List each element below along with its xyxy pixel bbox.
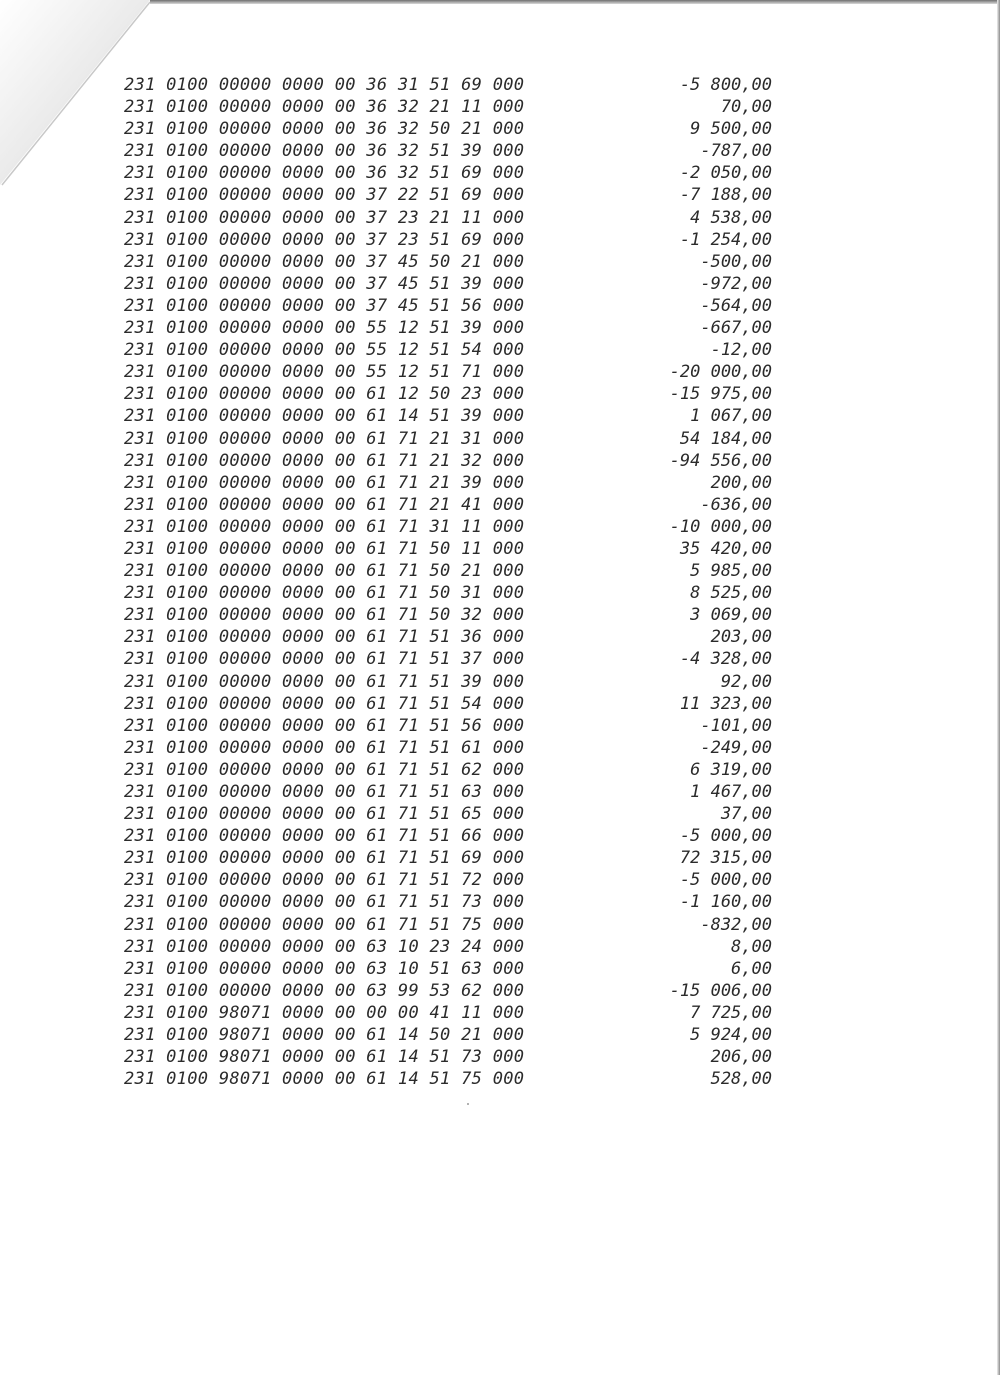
budget-classification-code: 231 0100 00000 0000 00 63 10 23 24 000 xyxy=(124,936,525,957)
amount-value: 37,00 xyxy=(720,804,772,825)
amount-value: -5 000,00 xyxy=(679,870,772,891)
budget-classification-code: 231 0100 00000 0000 00 61 71 51 54 000 xyxy=(124,693,525,714)
budget-classification-code: 231 0100 00000 0000 00 61 71 51 75 000 xyxy=(124,914,525,935)
budget-classification-code: 231 0100 00000 0000 00 36 32 51 69 000 xyxy=(124,163,525,184)
ledger-row xyxy=(124,428,784,450)
amount-value: -787,00 xyxy=(700,141,772,162)
amount-value: 4 538,00 xyxy=(690,207,772,228)
budget-classification-code: 231 0100 00000 0000 00 61 71 21 32 000 xyxy=(124,450,525,471)
budget-classification-code: 231 0100 00000 0000 00 61 71 50 11 000 xyxy=(124,538,525,559)
amount-value: -20 000,00 xyxy=(669,362,772,383)
ledger-row xyxy=(124,980,784,1002)
budget-classification-code: 231 0100 00000 0000 00 55 12 51 71 000 xyxy=(124,362,525,383)
amount-value: 6,00 xyxy=(731,958,772,979)
ledger-row xyxy=(124,560,784,582)
amount-value: 1 067,00 xyxy=(690,406,772,427)
ledger-row xyxy=(124,251,784,273)
budget-classification-code: 231 0100 00000 0000 00 63 99 53 62 000 xyxy=(124,980,525,1001)
ledger-row xyxy=(124,1068,784,1090)
amount-value: 8 525,00 xyxy=(690,583,772,604)
ledger-row xyxy=(124,229,784,251)
budget-classification-code: 231 0100 00000 0000 00 61 71 51 66 000 xyxy=(124,826,525,847)
ledger-row xyxy=(124,869,784,891)
amount-value: 8,00 xyxy=(731,936,772,957)
budget-classification-code: 231 0100 00000 0000 00 61 71 51 65 000 xyxy=(124,804,525,825)
amount-value: -101,00 xyxy=(700,715,772,736)
ledger-row xyxy=(124,671,784,693)
ledger-row xyxy=(124,140,784,162)
amount-value: -1 160,00 xyxy=(679,892,772,913)
ledger-row xyxy=(124,825,784,847)
ledger-row xyxy=(124,207,784,229)
ledger-row xyxy=(124,693,784,715)
amount-value: -94 556,00 xyxy=(669,450,772,471)
amount-value: -972,00 xyxy=(700,273,772,294)
scan-top-edge xyxy=(150,0,1000,4)
budget-classification-code: 231 0100 00000 0000 00 61 71 51 63 000 xyxy=(124,782,525,802)
budget-classification-code: 231 0100 98071 0000 00 61 14 51 73 000 xyxy=(124,1047,525,1068)
budget-classification-code: 231 0100 00000 0000 00 36 32 21 11 000 xyxy=(124,97,525,118)
budget-classification-code: 231 0100 00000 0000 00 61 71 51 37 000 xyxy=(124,649,525,670)
ledger-row xyxy=(124,273,784,295)
ledger-row xyxy=(124,118,784,140)
budget-classification-code: 231 0100 00000 0000 00 36 32 50 21 000 xyxy=(124,119,525,140)
ledger-row xyxy=(124,361,784,383)
amount-value: 70,00 xyxy=(720,97,772,118)
budget-classification-code: 231 0100 00000 0000 00 61 71 51 61 000 xyxy=(124,737,525,758)
ledger-row xyxy=(124,1024,784,1046)
amount-value: -7 188,00 xyxy=(679,185,772,206)
budget-classification-code: 231 0100 00000 0000 00 61 71 50 32 000 xyxy=(124,605,525,626)
ledger-row xyxy=(124,891,784,913)
amount-value: 5 924,00 xyxy=(690,1025,772,1046)
scan-speck xyxy=(467,1103,469,1105)
budget-classification-code: 231 0100 00000 0000 00 36 32 51 39 000 xyxy=(124,141,525,162)
ledger-row xyxy=(124,494,784,516)
amount-value: 528,00 xyxy=(710,1069,772,1090)
amount-value: -15 006,00 xyxy=(669,980,772,1001)
amount-value: -12,00 xyxy=(710,340,772,361)
ledger-row xyxy=(124,604,784,626)
budget-classification-code: 231 0100 00000 0000 00 61 71 51 62 000 xyxy=(124,759,525,780)
budget-classification-code: 231 0100 00000 0000 00 37 23 21 11 000 xyxy=(124,207,525,228)
budget-classification-code: 231 0100 00000 0000 00 61 12 50 23 000 xyxy=(124,384,525,405)
amount-value: -636,00 xyxy=(700,494,772,515)
budget-classification-code: 231 0100 00000 0000 00 55 12 51 54 000 xyxy=(124,340,525,361)
amount-value: 54 184,00 xyxy=(679,428,772,449)
amount-value: 9 500,00 xyxy=(690,119,772,140)
budget-classification-code: 231 0100 00000 0000 00 37 45 51 39 000 xyxy=(124,273,525,294)
amount-value: 3 069,00 xyxy=(690,605,772,626)
ledger-row xyxy=(124,162,784,184)
budget-classification-code: 231 0100 98071 0000 00 61 14 51 75 000 xyxy=(124,1069,525,1090)
budget-classification-code: 231 0100 00000 0000 00 63 10 51 63 000 xyxy=(124,958,525,979)
amount-value: 1 467,00 xyxy=(690,782,772,802)
budget-classification-code: 231 0100 98071 0000 00 00 00 41 11 000 xyxy=(124,1002,525,1023)
ledger-row xyxy=(124,74,784,96)
amount-value: 206,00 xyxy=(710,1047,772,1068)
amount-value: 5 985,00 xyxy=(690,561,772,582)
ledger-row xyxy=(124,737,784,759)
ledger-row xyxy=(124,472,784,494)
amount-value: -5 000,00 xyxy=(679,826,772,847)
budget-classification-code: 231 0100 00000 0000 00 61 71 51 56 000 xyxy=(124,715,525,736)
ledger-row xyxy=(124,847,784,869)
ledger-row xyxy=(124,781,784,803)
ledger-row xyxy=(124,339,784,361)
budget-classification-code: 231 0100 98071 0000 00 61 14 50 21 000 xyxy=(124,1025,525,1046)
ledger-row xyxy=(124,759,784,781)
amount-value: 11 323,00 xyxy=(679,693,772,714)
ledger-row xyxy=(124,582,784,604)
budget-classification-code: 231 0100 00000 0000 00 37 45 51 56 000 xyxy=(124,295,525,316)
budget-classification-code: 231 0100 00000 0000 00 61 71 31 11 000 xyxy=(124,516,525,537)
amount-value: -5 800,00 xyxy=(679,75,772,95)
amount-value: 6 319,00 xyxy=(690,759,772,780)
ledger-row xyxy=(124,914,784,936)
ledger-row xyxy=(124,96,784,118)
amount-value: 203,00 xyxy=(710,627,772,648)
ledger-row xyxy=(124,626,784,648)
ledger-row xyxy=(124,184,784,206)
ledger-row xyxy=(124,1002,784,1024)
amount-value: -564,00 xyxy=(700,295,772,316)
amount-value: 35 420,00 xyxy=(679,538,772,559)
amount-value: -2 050,00 xyxy=(679,163,772,184)
budget-classification-code: 231 0100 00000 0000 00 61 71 50 31 000 xyxy=(124,583,525,604)
ledger-row xyxy=(124,715,784,737)
amount-value: -1 254,00 xyxy=(679,229,772,250)
amount-value: -15 975,00 xyxy=(669,384,772,405)
amount-value: -249,00 xyxy=(700,737,772,758)
budget-classification-code: 231 0100 00000 0000 00 36 31 51 69 000 xyxy=(124,75,525,95)
budget-classification-code: 231 0100 00000 0000 00 61 71 51 69 000 xyxy=(124,848,525,869)
ledger-row xyxy=(124,295,784,317)
ledger-row xyxy=(124,405,784,427)
budget-classification-code: 231 0100 00000 0000 00 61 71 51 72 000 xyxy=(124,870,525,891)
budget-classification-code: 231 0100 00000 0000 00 61 71 21 41 000 xyxy=(124,494,525,515)
amount-value: 7 725,00 xyxy=(690,1002,772,1023)
ledger-row xyxy=(124,803,784,825)
amount-value: 200,00 xyxy=(710,472,772,493)
budget-classification-code: 231 0100 00000 0000 00 61 14 51 39 000 xyxy=(124,406,525,427)
budget-classification-code: 231 0100 00000 0000 00 61 71 51 39 000 xyxy=(124,671,525,692)
amount-value: -10 000,00 xyxy=(669,516,772,537)
ledger-row xyxy=(124,936,784,958)
budget-classification-code: 231 0100 00000 0000 00 61 71 50 21 000 xyxy=(124,561,525,582)
ledger-row xyxy=(124,648,784,670)
amount-value: -4 328,00 xyxy=(679,649,772,670)
budget-classification-code: 231 0100 00000 0000 00 37 22 51 69 000 xyxy=(124,185,525,206)
budget-classification-code: 231 0100 00000 0000 00 37 23 51 69 000 xyxy=(124,229,525,250)
amount-value: 72 315,00 xyxy=(679,848,772,869)
ledger-row xyxy=(124,450,784,472)
amount-value: -832,00 xyxy=(700,914,772,935)
budget-classification-code: 231 0100 00000 0000 00 37 45 50 21 000 xyxy=(124,251,525,272)
ledger-row xyxy=(124,516,784,538)
budget-classification-code: 231 0100 00000 0000 00 61 71 21 39 000 xyxy=(124,472,525,493)
ledger-row xyxy=(124,538,784,560)
ledger-row xyxy=(124,1046,784,1068)
ledger-row xyxy=(124,317,784,339)
budget-classification-code: 231 0100 00000 0000 00 55 12 51 39 000 xyxy=(124,318,525,339)
amount-value: 92,00 xyxy=(720,671,772,692)
ledger-table xyxy=(124,74,784,1090)
budget-classification-code: 231 0100 00000 0000 00 61 71 51 36 000 xyxy=(124,627,525,648)
budget-classification-code: 231 0100 00000 0000 00 61 71 21 31 000 xyxy=(124,428,525,449)
amount-value: -500,00 xyxy=(700,251,772,272)
ledger-row xyxy=(124,383,784,405)
amount-value: -667,00 xyxy=(700,318,772,339)
ledger-row xyxy=(124,958,784,980)
budget-classification-code: 231 0100 00000 0000 00 61 71 51 73 000 xyxy=(124,892,525,913)
